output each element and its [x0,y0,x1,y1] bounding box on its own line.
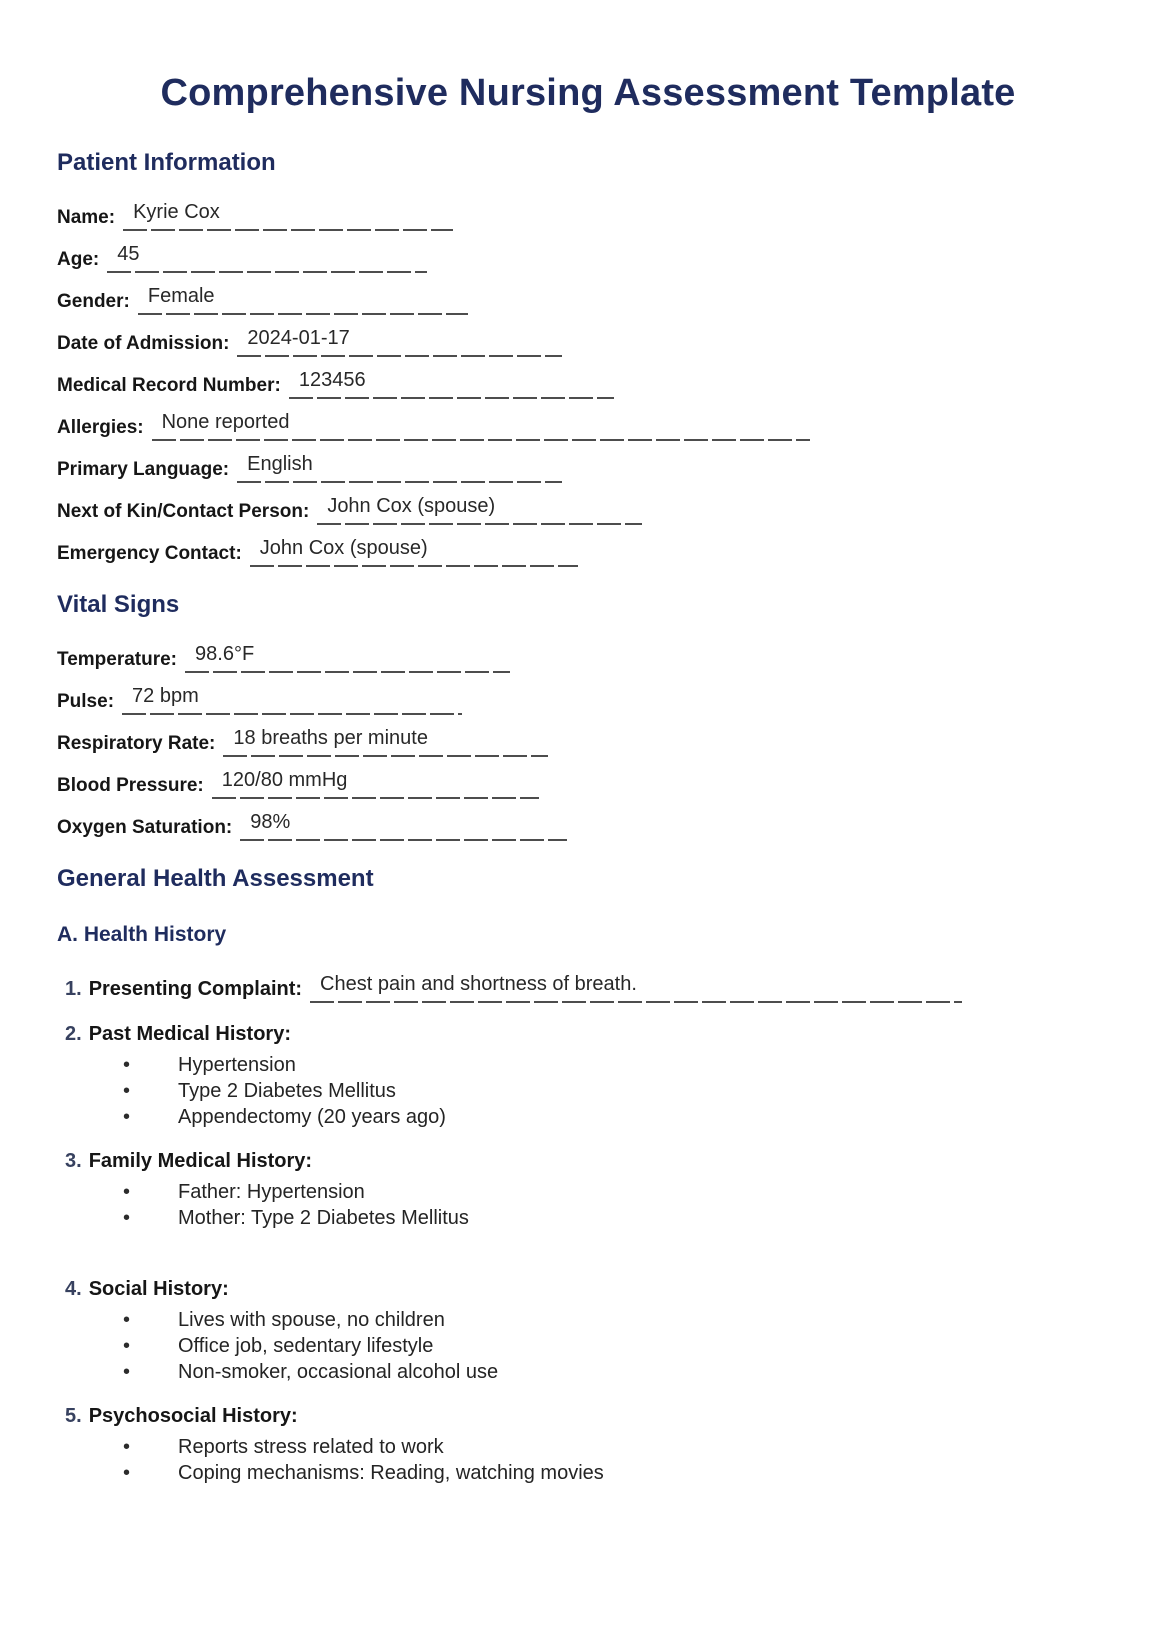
presenting-complaint-field-line [310,967,962,1003]
respiratory-rate-value: 18 breaths per minute [233,727,428,749]
vital-signs-heading: Vital Signs [57,591,180,618]
emergency-contact-label: Emergency Contact: [57,543,242,564]
primary-language-value: English [247,453,313,475]
name-field-line [123,197,453,231]
medical-record-number-field-line [289,365,614,399]
field-temperature [57,631,1119,673]
section-patient-information [57,149,1119,567]
allergies-value: None reported [161,411,290,433]
pulse-value: 72 bpm [132,685,199,707]
list-item: • Appendectomy (20 years ago) [57,1104,1119,1130]
list-item: • Reports stress related to work [57,1434,1119,1460]
allergies-label: Allergies: [57,417,144,438]
field-respiratory-rate [57,715,1119,757]
history-item-family-medical-history [57,1150,1119,1231]
primary-language-label: Primary Language: [57,459,230,480]
social-history-label: Social History: [88,1278,229,1300]
general-health-assessment-heading: General Health Assessment [57,865,374,892]
presenting-complaint-label: Presenting Complaint: [88,978,303,1000]
emergency-contact-field-line [250,533,578,567]
gender-field-line [138,281,468,315]
health-history-subheading: A. Health History [57,923,227,946]
family-medical-history-label: Family Medical History: [88,1150,313,1172]
primary-language-field-line [237,449,562,483]
history-item-social-history [57,1278,1119,1385]
psychosocial-history-label: Psychosocial History: [88,1405,298,1427]
item-number: 4. [65,1278,82,1300]
name-value: Kyrie Cox [133,201,220,223]
respiratory-rate-field-line [223,723,548,757]
next-of-kin-field-line [317,491,642,525]
medical-record-number-label: Medical Record Number: [57,375,281,396]
next-of-kin-value: John Cox (spouse) [327,495,496,517]
oxygen-saturation-value: 98% [250,811,291,833]
list-item: • Coping mechanisms: Reading, watching movies [57,1460,1119,1486]
history-item-psychosocial-history [57,1405,1119,1486]
item-number: 5. [65,1405,82,1427]
date-of-admission-field-line [237,323,562,357]
temperature-field-line [185,639,510,673]
list-item: • Type 2 Diabetes Mellitus [57,1078,1119,1104]
field-oxygen-saturation [57,799,1119,841]
list-item: • Mother: Type 2 Diabetes Mellitus [57,1205,1119,1231]
pulse-field-line [122,681,462,715]
field-age [57,231,1119,273]
name-label: Name: [57,207,116,228]
item-number: 1. [65,978,82,1000]
field-date-of-admission [57,315,1119,357]
patient-information-heading: Patient Information [57,149,276,176]
page-title: Comprehensive Nursing Assessment Template [160,72,1016,114]
age-value: 45 [117,243,140,265]
list-item: • Father: Hypertension [57,1179,1119,1205]
list-item: • Lives with spouse, no children [57,1307,1119,1333]
item-number: 3. [65,1150,82,1172]
field-pulse [57,673,1119,715]
field-primary-language [57,441,1119,483]
gender-value: Female [147,285,215,307]
emergency-contact-value: John Cox (spouse) [259,537,428,559]
field-medical-record-number [57,357,1119,399]
next-of-kin-label: Next of Kin/Contact Person: [57,501,310,522]
presenting-complaint-value: Chest pain and shortness of breath. [320,973,637,995]
blood-pressure-value: 120/80 mmHg [221,769,348,791]
list-item: • Hypertension [57,1052,1119,1078]
oxygen-saturation-field-line [240,807,567,841]
past-medical-history-list [57,1052,1119,1130]
gender-label: Gender: [57,291,130,312]
field-name [57,189,1119,231]
oxygen-saturation-label: Oxygen Saturation: [57,817,233,838]
history-item-presenting-complaint [57,967,1119,1003]
field-gender [57,273,1119,315]
pulse-label: Pulse: [57,691,115,712]
respiratory-rate-label: Respiratory Rate: [57,733,216,754]
psychosocial-history-list [57,1434,1119,1486]
blood-pressure-field-line [212,765,539,799]
field-emergency-contact [57,525,1119,567]
section-general-health-assessment [57,865,1119,1486]
field-blood-pressure [57,757,1119,799]
list-item: • Office job, sedentary lifestyle [57,1333,1119,1359]
allergies-field-line [152,407,810,441]
age-label: Age: [57,249,100,270]
medical-record-number-value: 123456 [298,369,366,391]
temperature-value: 98.6°F [195,643,255,665]
field-allergies [57,399,1119,441]
temperature-label: Temperature: [57,649,178,670]
family-medical-history-list [57,1179,1119,1231]
section-vital-signs [57,591,1119,841]
past-medical-history-label: Past Medical History: [88,1023,291,1045]
blood-pressure-label: Blood Pressure: [57,775,204,796]
field-next-of-kin [57,483,1119,525]
age-field-line [107,239,427,273]
date-of-admission-label: Date of Admission: [57,333,230,354]
list-item: • Non-smoker, occasional alcohol use [57,1359,1119,1385]
social-history-list [57,1307,1119,1385]
history-item-past-medical-history [57,1023,1119,1130]
date-of-admission-value: 2024-01-17 [247,327,350,349]
item-number: 2. [65,1023,82,1045]
